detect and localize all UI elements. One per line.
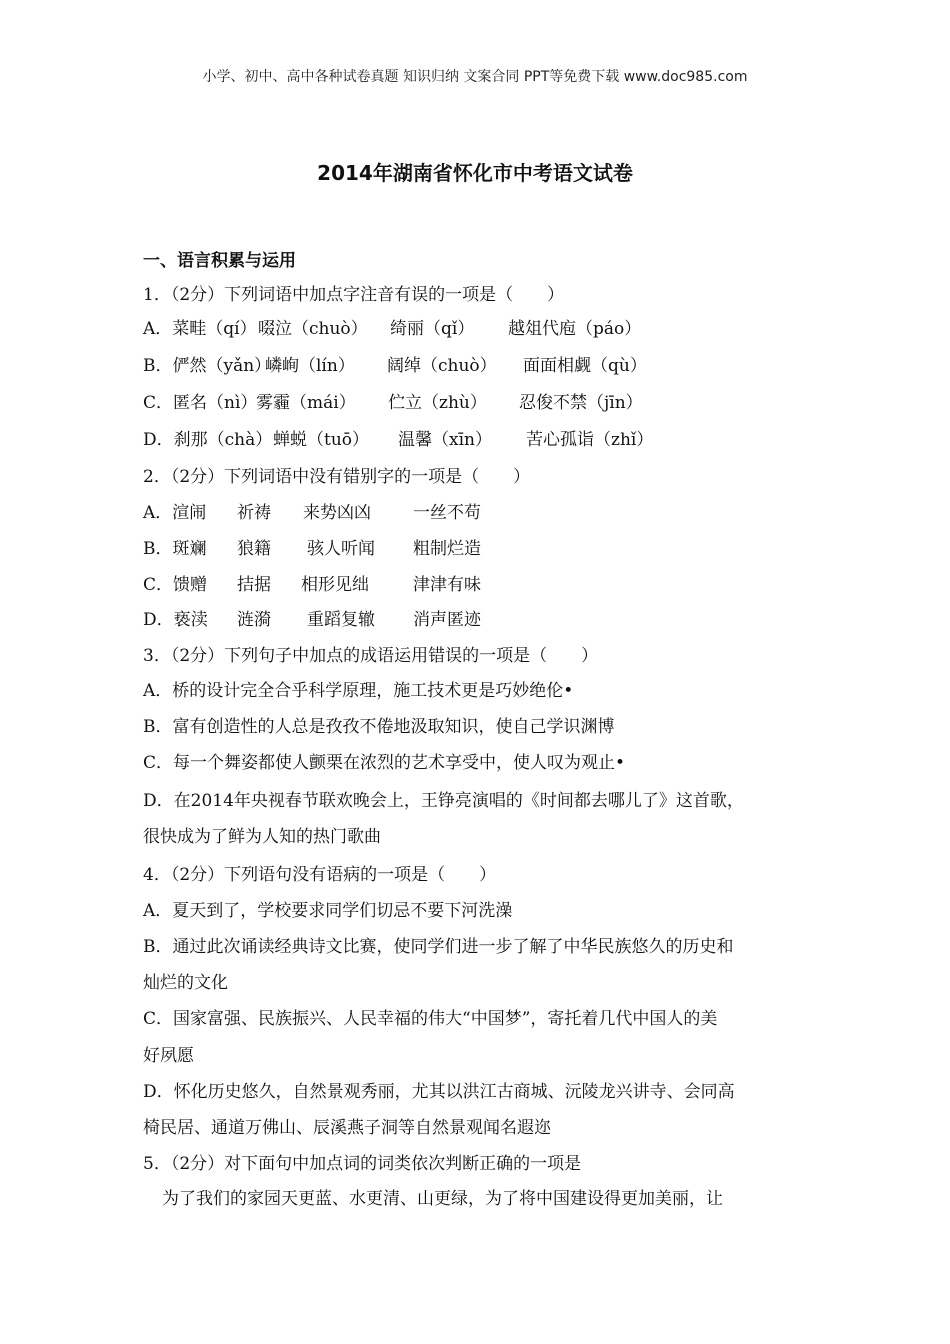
q5-text: 为了我们的家园天更蓝、水更清、山更绿，为了将中国建设得更加美丽，让 (162, 1189, 723, 1209)
q4-option-c-cont: 好夙愿 (143, 1046, 194, 1066)
q2-option-a: A．渲闹 祈祷 来势凶凶 一丝不苟 (143, 503, 481, 523)
q2-stem: 2．（2分）下列词语中没有错别字的一项是（ ） (143, 467, 531, 487)
q4-option-c: C．国家富强、民族振兴、人民幸福的伟大“中国梦”，寄托着几代中国人的美 (143, 1009, 718, 1029)
q3-option-d-cont: 很快成为了鲜为人知的热门歌曲 (143, 827, 381, 847)
q1-stem: 1．（2分）下列词语中加点字注音有误的一项是（ ） (143, 285, 565, 305)
q4-option-d-cont: 椅民居、通道万佛山、辰溪燕子洞等自然景观闻名遐迩 (143, 1118, 551, 1138)
q1-option-a: A．菜畦（qí）啜泣（chuò） 绮丽（qǐ） 越俎代庖（páo） (143, 319, 642, 339)
q5-stem: 5．（2分）对下面句中加点词的词类依次判断正确的一项是 (143, 1154, 582, 1174)
q1-option-c: C．匿名（nì）雾霾（mái） 伫立（zhù） 忍俊不禁（jīn） (143, 393, 643, 413)
q3-option-c: C．每一个舞姿都使人颤栗在浓烈的艺术享受中，使人叹为观止• (143, 753, 626, 773)
q2-option-c: C．馈赠 拮据 相形见绌 津津有味 (143, 575, 481, 595)
q4-option-b-cont: 灿烂的文化 (143, 973, 228, 993)
q4-stem: 4．（2分）下列语句没有语病的一项是（ ） (143, 865, 497, 885)
page-header: 小学、初中、高中各种试卷真题 知识归纳 文案合同 PPT等免费下载 www.doc985.com (202, 69, 748, 85)
q3-stem: 3．（2分）下列句子中加点的成语运用错误的一项是（ ） (143, 646, 599, 666)
section-heading: 一、语言积累与运用 (143, 251, 296, 271)
q3-option-a: A．桥的设计完全合乎科学原理，施工技术更是巧妙绝伦• (143, 681, 574, 701)
q4-option-b: B．通过此次诵读经典诗文比赛，使同学们进一步了解了中华民族悠久的历史和 (143, 937, 734, 957)
q3-option-d: D．在2014年央视春节联欢晚会上，王铮亮演唱的《时间都去哪儿了》这首歌， (143, 791, 744, 811)
q4-option-d: D．怀化历史悠久，自然景观秀丽，尤其以洪江古商城、沅陵龙兴讲寺、会同高 (143, 1082, 735, 1102)
q2-option-d: D．亵渎 涟漪 重蹈复辙 消声匿迹 (143, 610, 481, 630)
q2-option-b: B．斑斓 狼籍 骇人听闻 粗制烂造 (143, 539, 481, 559)
page-title: 2014年湖南省怀化市中考语文试卷 (317, 161, 633, 185)
q1-option-d: D．刹那（chà）蝉蜕（tuō） 温馨（xīn） 苦心孤诣（zhǐ） (143, 430, 654, 450)
q3-option-b: B．富有创造性的人总是孜孜不倦地汲取知识，使自己学识渊博 (143, 717, 615, 737)
q1-option-b: B．俨然（yǎn）嶙峋（lín） 阔绰（chuò） 面面相觑（qù） (143, 356, 647, 376)
q4-option-a: A．夏天到了，学校要求同学们切忌不要下河洗澡 (143, 901, 513, 921)
